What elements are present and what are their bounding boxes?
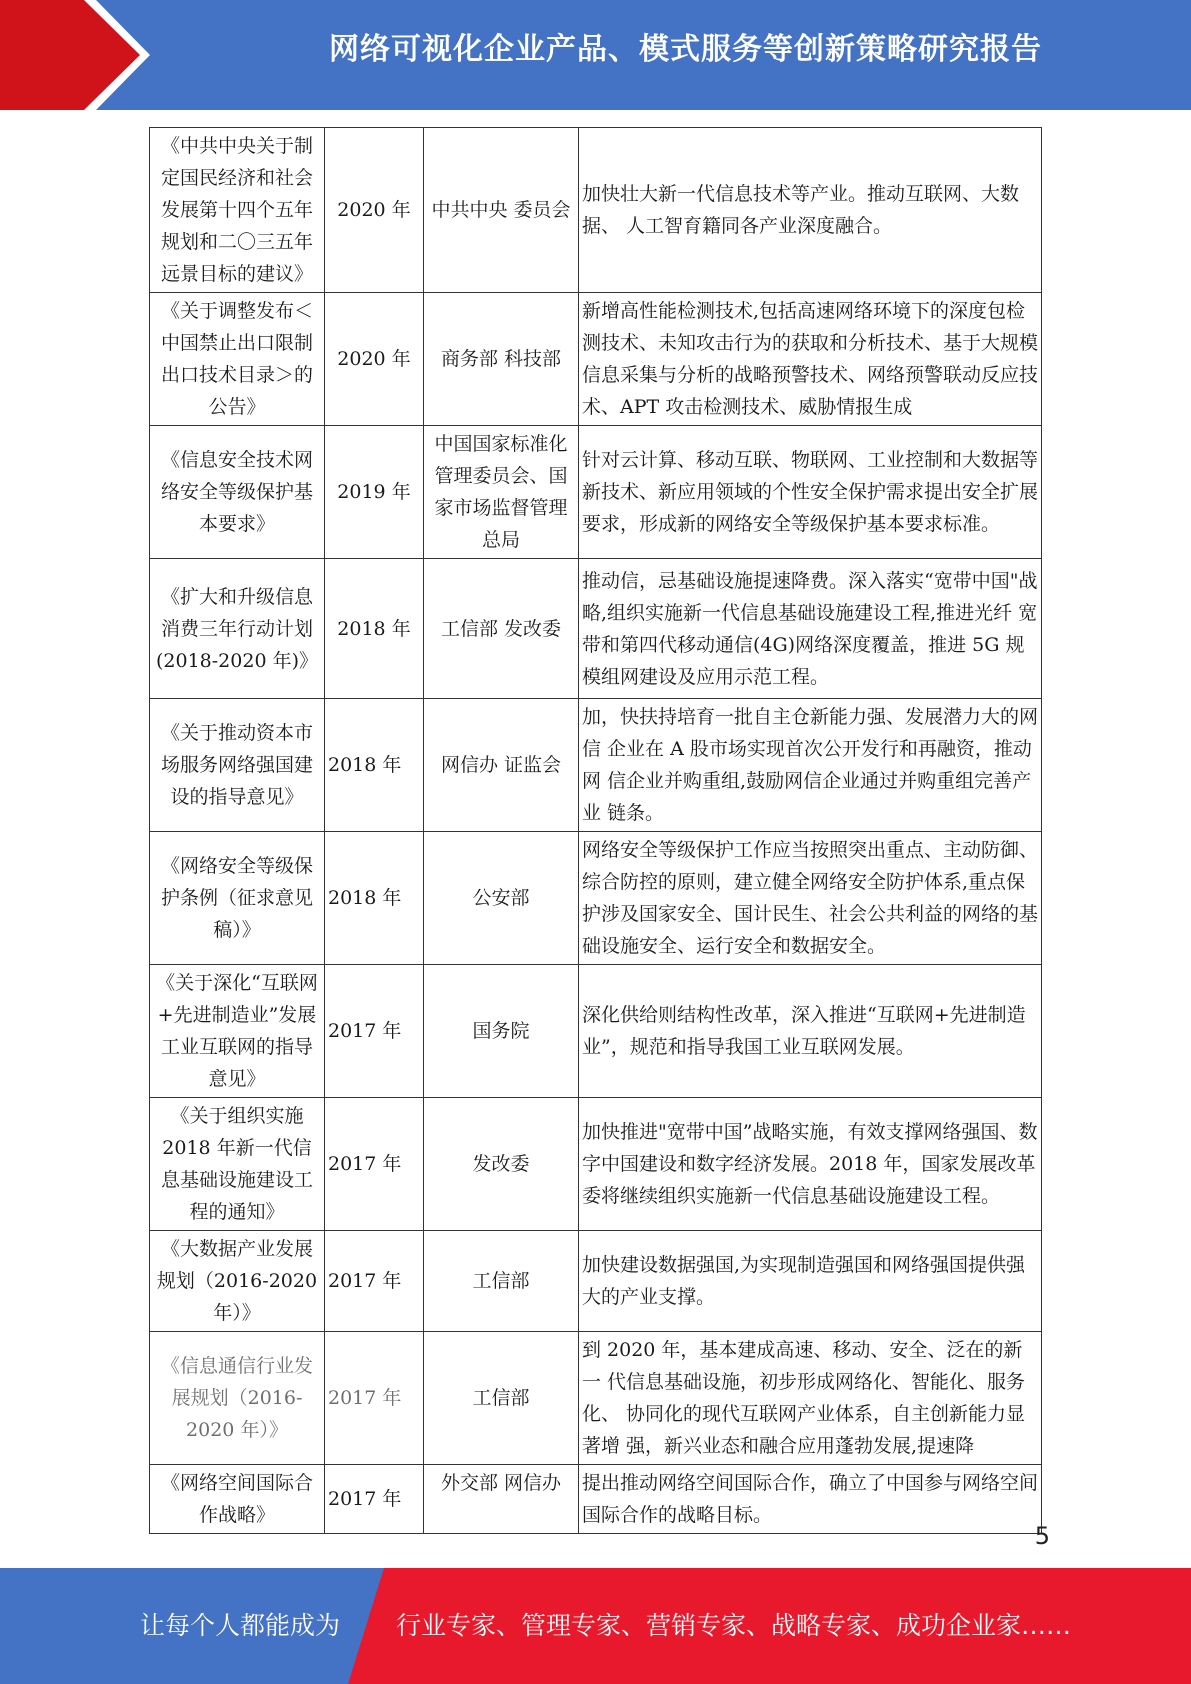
policy-content: 加，快扶持培育一批自主仓新能力强、发展潜力大的网信 企业在 A 股市场实现首次公开发行和再融资，推动网 信企业并购重组,鼓励网信企业通过并购重组完善产业 链条。 <box>579 699 1042 832</box>
table-row <box>150 1231 1042 1332</box>
policy-name: 《网络空间国际合作战略》 <box>150 1465 325 1534</box>
policy-name: 《网络安全等级保护条例（征求意见稿）》 <box>150 832 325 965</box>
policy-name: 《扩大和升级信息消费三年行动计划(2018-2020 年)》 <box>150 559 325 699</box>
table-row <box>150 699 1042 832</box>
page-number: 5 <box>1034 1522 1050 1550</box>
table-row <box>150 1098 1042 1231</box>
policy-year: 2017 年 <box>325 1332 424 1465</box>
page-footer <box>0 1568 1191 1684</box>
policy-content: 加快壮大新一代信息技术等产业。推动互联网、大数据、 人工智育籍同各产业深度融合。 <box>579 128 1042 293</box>
policy-department: 国务院 <box>424 965 579 1098</box>
policy-name: 《关于推动资本市场服务网络强国建设的指导意见》 <box>150 699 325 832</box>
policy-content: 网络安全等级保护工作应当按照突出重点、主动防御、 综合防控的原则，建立健全网络安全防护体系,重点保 护涉及国家安全、国计民生、社会公共利益的网络的基 础设施安全、运行安全和数据安全。 <box>579 832 1042 965</box>
policy-department: 公安部 <box>424 832 579 965</box>
policy-name: 《关于调整发布＜中国禁止出口限制出口技术目录＞的公告》 <box>150 293 325 426</box>
policy-content: 加快推进"宽带中国”战略实施，有效支撑网络强国、数字中国建设和数字经济发展。2018 年，国家发展改革委将继续组织实施新一代信息基础设施建设工程。 <box>579 1098 1042 1231</box>
policy-year: 2020 年 <box>325 128 424 293</box>
policy-content: 深化供给则结构性改革，深入推进“互联网+先进制造 业”，规范和指导我国工业互联网发展。 <box>579 965 1042 1098</box>
policy-department: 工信部 <box>424 1332 579 1465</box>
policy-department: 网信办 证监会 <box>424 699 579 832</box>
table-row <box>150 1465 1042 1534</box>
policy-content: 加快建设数据强国,为实现制造强国和网络强国提供强 大的产业支撑。 <box>579 1231 1042 1332</box>
policy-content: 新增高性能检测技术,包括高速网络环境下的深度包检 测技术、未知攻击行为的获取和分析技术、基于大规模 信息采集与分析的战略预警技术、网络预警联动反应技 术、APT 攻击检测技术、威胁情报生成 <box>579 293 1042 426</box>
policy-year: 2018 年 <box>325 699 424 832</box>
table-row <box>150 293 1042 426</box>
table-row <box>150 965 1042 1098</box>
footer-slogan-roles: 行业专家、管理专家、营销专家、战略专家、成功企业家…… <box>396 1611 1072 1640</box>
report-title: 网络可视化企业产品、模式服务等创新策略研究报告 <box>329 32 1042 67</box>
policy-department: 商务部 科技部 <box>424 293 579 426</box>
table-row <box>150 1332 1042 1465</box>
policy-name: 《信息安全技术网络安全等级保护基本要求》 <box>150 426 325 559</box>
policy-name: 《信息通信行业发展规划（2016-2020 年）》 <box>150 1332 325 1465</box>
policy-year: 2018 年 <box>325 559 424 699</box>
table-row <box>150 832 1042 965</box>
policy-name: 《关于组织实施 2018 年新一代信息基础设施建设工程的通知》 <box>150 1098 325 1231</box>
policy-year: 2020 年 <box>325 293 424 426</box>
policy-department: 工信部 <box>424 1231 579 1332</box>
policy-department: 发改委 <box>424 1098 579 1231</box>
policy-department: 中国国家标准化管理委员会、国家市场监督管理总局 <box>424 426 579 559</box>
policy-year: 2018 年 <box>325 832 424 965</box>
policy-content: 针对云计算、移动互联、物联网、工业控制和大数据等 新技术、新应用领域的个性安全保护需求提出安全扩展 要求，形成新的网络安全等级保护基本要求标准。 <box>579 426 1042 559</box>
policy-content: 推动信，忌基础设施提速降费。深入落实“宽带中国"战 略,组织实施新一代信息基础设施建设工程,推进光纤 宽带和第四代移动通信(4G)网络深度覆盖，推进 5G 规模组网建设及应用示范工程。 <box>579 559 1042 699</box>
policy-name: 《关于深化“互联网+先进制造业”发展工业互联网的指导意见》 <box>150 965 325 1098</box>
policy-name: 《中共中央关于制定国民经济和社会发展第十四个五年规划和二〇三五年远景目标的建议》 <box>150 128 325 293</box>
policy-year: 2019 年 <box>325 426 424 559</box>
policy-department: 工信部 发改委 <box>424 559 579 699</box>
policy-content: 提出推动网络空间国际合作，确立了中国参与网络空间 国际合作的战略目标。 <box>579 1465 1042 1534</box>
policy-year: 2017 年 <box>325 1231 424 1332</box>
table-row <box>150 426 1042 559</box>
table-row <box>150 128 1042 293</box>
footer-slogan-lead: 让每个人都能成为 <box>140 1611 341 1640</box>
page-header <box>0 0 1191 110</box>
table-row <box>150 559 1042 699</box>
policy-year: 2017 年 <box>325 1465 424 1534</box>
policy-department: 外交部 网信办 <box>424 1465 579 1534</box>
policy-department: 中共中央 委员会 <box>424 128 579 293</box>
policy-year: 2017 年 <box>325 965 424 1098</box>
policy-table <box>149 127 1042 1534</box>
policy-content: 到 2020 年，基本建成高速、移动、安全、泛在的新一 代信息基础设施，初步形成网络化、智能化、服务化、 协同化的现代互联网产业体系，自主创新能力显著增 强，新兴业态和融合应用蓬勃发展,提速降 <box>579 1332 1042 1465</box>
header-arrow-icon <box>0 0 140 110</box>
policy-name: 《大数据产业发展规划（2016-2020 年）》 <box>150 1231 325 1332</box>
policy-year: 2017 年 <box>325 1098 424 1231</box>
